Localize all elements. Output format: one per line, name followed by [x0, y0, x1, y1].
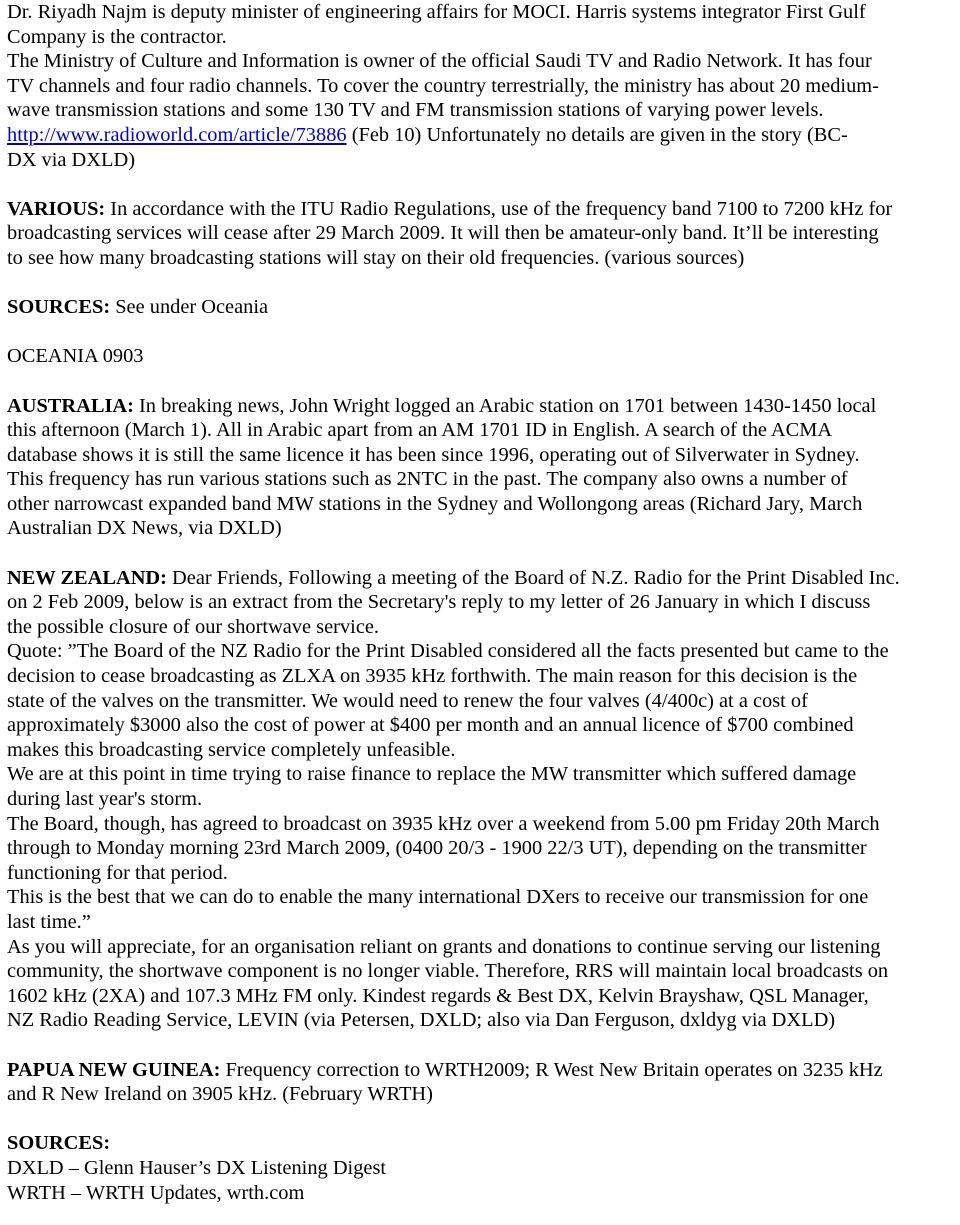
text-line: Quote: ”The Board of the NZ Radio for the Print Disabled considered all the facts presented but came to the — [7, 640, 889, 663]
text-span: (Feb 10) Unfortunately no details are given in the story (BC- — [346, 123, 848, 146]
text-line: This frequency has run various stations such as 2NTC in the past. The company also owns a number of — [7, 468, 848, 491]
various-paragraph — [7, 197, 955, 271]
text-span: In accordance with the ITU Radio Regulations, use of the frequency band 7100 to 7200 kHz for — [105, 197, 893, 220]
oceania-heading-paragraph — [7, 344, 955, 369]
text-line: the possible closure of our shortwave service. — [7, 615, 380, 638]
text-line: last time.” — [7, 910, 91, 933]
text-line — [7, 566, 955, 591]
section-heading-new-zealand: NEW ZEALAND: — [7, 566, 167, 589]
text-line: WRTH – WRTH Updates, wrth.com — [7, 1181, 305, 1204]
oceania-heading: OCEANIA 0903 — [7, 345, 144, 368]
section-heading-papua-new-guinea: PAPUA NEW GUINEA: — [7, 1058, 221, 1081]
text-line: makes this broadcasting service completely unfeasible. — [7, 738, 456, 761]
text-line: broadcasting services will cease after 29 March 2009. It will then be amateur-only band. It’ll be interesting — [7, 222, 879, 245]
text-line: The Board, though, has agreed to broadcast on 3935 kHz over a weekend from 5.00 pm Friday 20th March — [7, 812, 880, 835]
text-span: Dear Friends, Following a meeting of the Board of N.Z. Radio for the Print Disabled Inc. — [166, 566, 900, 589]
text-line: Dr. Riyadh Najm is deputy minister of engineering affairs for MOCI. Harris systems integrator First Gulf — [7, 1, 866, 23]
text-line: wave transmission stations and some 130 TV and FM transmission stations of varying power levels. — [7, 99, 824, 122]
text-line: functioning for that period. — [7, 861, 228, 884]
text-line: this afternoon (March 1). All in Arabic apart from an AM 1701 ID in English. A search of the ACMA — [7, 419, 833, 442]
text-line: We are at this point in time trying to raise finance to replace the MW transmitter which suffered damage — [7, 763, 857, 786]
papua-new-guinea-paragraph — [7, 1058, 955, 1107]
article-link[interactable]: http://www.radioworld.com/article/73886 — [7, 123, 347, 146]
australia-paragraph — [7, 394, 955, 542]
text-line: to see how many broadcasting stations will stay on their old frequencies. (various sources) — [7, 246, 745, 269]
text-line: The Ministry of Culture and Information is owner of the official Saudi TV and Radio Network. It has four — [7, 50, 872, 73]
text-line: on 2 Feb 2009, below is an extract from the Secretary's reply to my letter of 26 January in which I discuss — [7, 591, 871, 614]
sources-paragraph-1 — [7, 295, 955, 320]
text-line: Company is the contractor. — [7, 25, 227, 48]
text-line: 1602 kHz (2XA) and 107.3 MHz FM only. Kindest regards & Best DX, Kelvin Brayshaw, QSL Manager, — [7, 984, 869, 1007]
text-line: other narrowcast expanded band MW stations in the Sydney and Wollongong areas (Richard Jary, March — [7, 492, 863, 515]
text-line — [7, 394, 955, 419]
text-span: See under Oceania — [110, 296, 269, 319]
text-line: and R New Ireland on 3905 kHz. (February WRTH) — [7, 1083, 433, 1106]
text-line: Australian DX News, via DXLD) — [7, 517, 282, 540]
section-heading-sources-list: SOURCES: — [7, 1132, 111, 1155]
section-heading-sources: SOURCES: — [7, 296, 111, 319]
text-line — [7, 123, 955, 148]
text-line: This is the best that we can do to enable the many international DXers to receive our transmission for one — [7, 886, 869, 909]
text-line: during last year's storm. — [7, 788, 203, 810]
new-zealand-paragraph — [7, 566, 955, 1033]
text-line: through to Monday morning 23rd March 2009, (0400 20/3 - 1900 22/3 UT), depending on the transmitter — [7, 837, 867, 860]
text-line: As you will appreciate, for an organisation reliant on grants and donations to continue serving our listening — [7, 935, 881, 958]
text-line: state of the valves on the transmitter. We would need to renew the four valves (4/400c) at a cost of — [7, 689, 808, 712]
text-line: database shows it is still the same licence it has been since 1996, operating out of Silverwater in Sydney. — [7, 443, 860, 466]
text-span: In breaking news, John Wright logged an Arabic station on 1701 between 1430-1450 local — [133, 394, 877, 417]
text-line: community, the shortwave component is no longer viable. Therefore, RRS will maintain local broadcasts on — [7, 960, 889, 983]
text-span: Frequency correction to WRTH2009; R West New Britain operates on 3235 kHz — [220, 1058, 883, 1081]
text-line: decision to cease broadcasting as ZLXA on 3935 kHz forthwith. The main reason for this decision is the — [7, 665, 858, 688]
sources-paragraph-2 — [7, 1131, 955, 1205]
section-heading-various: VARIOUS: — [7, 197, 106, 220]
text-line — [7, 197, 955, 222]
text-line: DXLD – Glenn Hauser’s DX Listening Digest — [7, 1156, 387, 1179]
text-line: DX via DXLD) — [7, 148, 135, 171]
text-line: approximately $3000 also the cost of power at $400 per month and an annual licence of $700 combined — [7, 714, 854, 737]
intro-paragraph — [7, 0, 955, 172]
text-line: NZ Radio Reading Service, LEVIN (via Petersen, DXLD; also via Dan Ferguson, dxldyg via DXLD) — [7, 1009, 836, 1032]
text-line — [7, 295, 955, 320]
text-line: TV channels and four radio channels. To cover the country terrestrially, the ministry has about 20 medium- — [7, 74, 879, 97]
text-line — [7, 1058, 955, 1083]
section-heading-australia: AUSTRALIA: — [7, 394, 134, 417]
